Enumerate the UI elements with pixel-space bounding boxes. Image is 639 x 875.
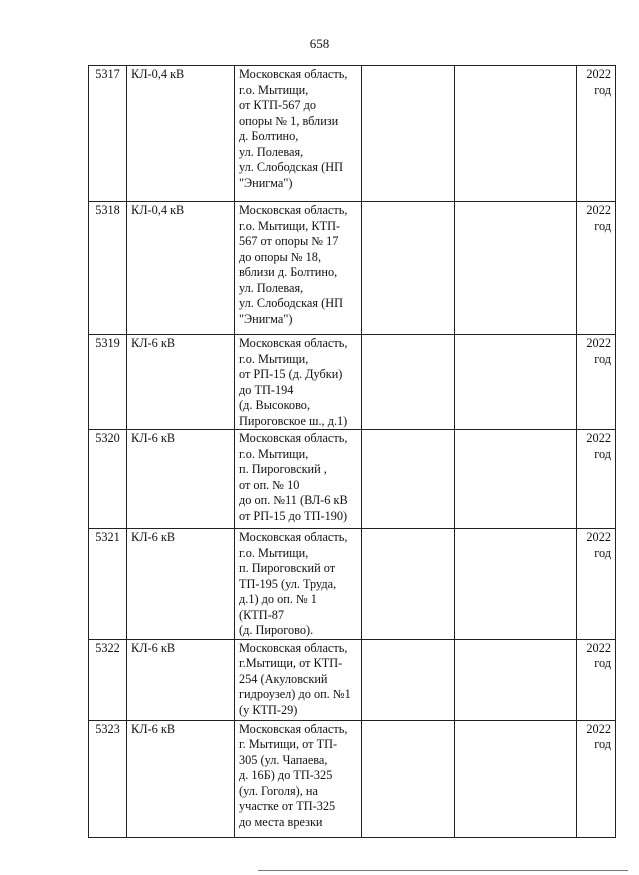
table-row — [89, 335, 616, 430]
bottom-rule — [258, 870, 628, 871]
row-number: 5321 — [89, 529, 127, 640]
table-row — [89, 430, 616, 529]
empty-cell — [455, 529, 577, 640]
table-row — [89, 639, 616, 720]
year-cell: 2022 год — [577, 529, 616, 640]
line-type: КЛ-6 кВ — [127, 720, 235, 837]
row-number: 5323 — [89, 720, 127, 837]
empty-cell — [362, 66, 455, 202]
line-address: Московская область, г.о. Мытищи, п. Пироговский от ТП-195 (ул. Труда, д.1) до оп. № 1 (КТП-87 (д. Пирогово). — [235, 529, 362, 640]
year-cell: 2022 год — [577, 202, 616, 335]
line-address: Московская область, г.о. Мытищи, КТП- 567 от опоры № 17 до опоры № 18, вблизи д. Болтино, ул. Полевая, ул. Слободская (НП "Энигма") — [235, 202, 362, 335]
table-row — [89, 66, 616, 202]
line-type: КЛ-0,4 кВ — [127, 66, 235, 202]
row-number: 5319 — [89, 335, 127, 430]
empty-cell — [455, 66, 577, 202]
year-cell: 2022 год — [577, 66, 616, 202]
empty-cell — [455, 335, 577, 430]
empty-cell — [362, 202, 455, 335]
line-address: Московская область, г. Мытищи, от ТП- 305 (ул. Чапаева, д. 16Б) до ТП-325 (ул. Гоголя), на участке от ТП-325 до места врезки — [235, 720, 362, 837]
line-type: КЛ-6 кВ — [127, 639, 235, 720]
empty-cell — [455, 639, 577, 720]
line-address: Московская область, г.о. Мытищи, от КТП-567 до опоры № 1, вблизи д. Болтино, ул. Полевая, ул. Слободская (НП "Энигма") — [235, 66, 362, 202]
line-address: Московская область, г.о. Мытищи, п. Пироговский , от оп. № 10 до оп. №11 (ВЛ-6 кВ от РП-15 до ТП-190) — [235, 430, 362, 529]
line-address: Московская область, г.о. Мытищи, от РП-15 (д. Дубки) до ТП-194 (д. Высоково, Пироговское ш., д.1) — [235, 335, 362, 430]
page-number: 658 — [309, 36, 330, 51]
row-number: 5320 — [89, 430, 127, 529]
registry-table — [88, 65, 616, 838]
empty-cell — [455, 430, 577, 529]
line-type: КЛ-6 кВ — [127, 529, 235, 640]
line-type: КЛ-6 кВ — [127, 335, 235, 430]
table-row — [89, 529, 616, 640]
table-row — [89, 202, 616, 335]
row-number: 5317 — [89, 66, 127, 202]
line-address: Московская область, г.Мытищи, от КТП- 254 (Акуловский гидроузел) до оп. №1 (у КТП-29) — [235, 639, 362, 720]
empty-cell — [362, 335, 455, 430]
line-type: КЛ-6 кВ — [127, 430, 235, 529]
row-number: 5322 — [89, 639, 127, 720]
line-type: КЛ-0,4 кВ — [127, 202, 235, 335]
table-row — [89, 720, 616, 837]
year-cell: 2022 год — [577, 430, 616, 529]
empty-cell — [362, 430, 455, 529]
empty-cell — [362, 529, 455, 640]
row-number: 5318 — [89, 202, 127, 335]
empty-cell — [455, 720, 577, 837]
year-cell: 2022 год — [577, 639, 616, 720]
empty-cell — [362, 639, 455, 720]
empty-cell — [455, 202, 577, 335]
year-cell: 2022 год — [577, 720, 616, 837]
year-cell: 2022 год — [577, 335, 616, 430]
empty-cell — [362, 720, 455, 837]
